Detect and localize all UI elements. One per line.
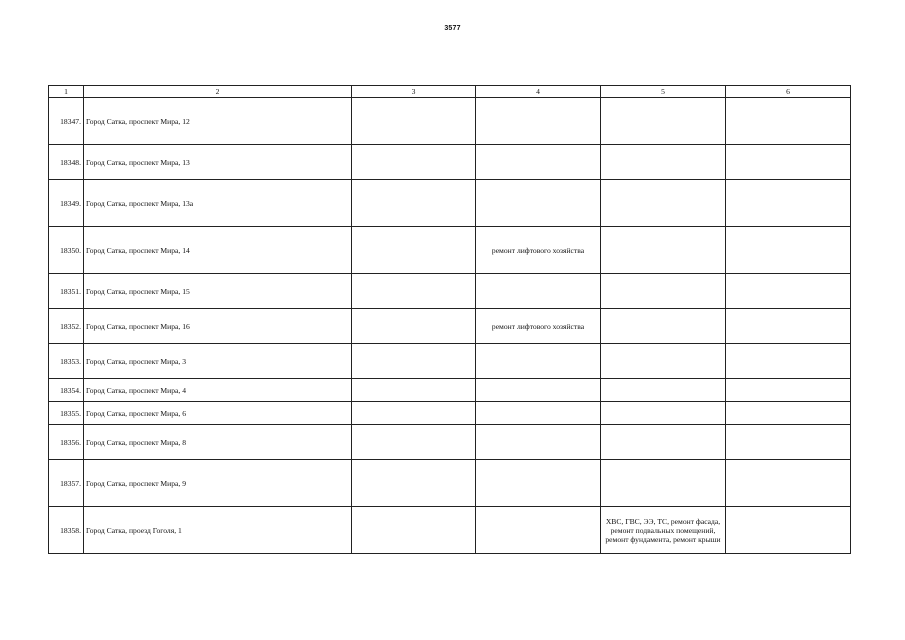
row-address: Город Сатка, проспект Мира, 15 [84, 274, 352, 309]
row-cell-3 [352, 379, 476, 402]
row-number: 18348. [49, 145, 84, 180]
row-cell-6 [726, 425, 851, 460]
row-cell-6 [726, 98, 851, 145]
row-cell-3 [352, 402, 476, 425]
table-row [49, 274, 851, 309]
row-cell-4 [476, 145, 601, 180]
row-cell-6 [726, 402, 851, 425]
column-header-1: 1 [49, 86, 84, 98]
row-number: 18357. [49, 460, 84, 507]
row-cell-5 [601, 460, 726, 507]
row-cell-4 [476, 180, 601, 227]
row-address: Город Сатка, проспект Мира, 14 [84, 227, 352, 274]
row-number: 18353. [49, 344, 84, 379]
table-header-row [49, 86, 851, 98]
page-number: 3577 [444, 25, 461, 32]
table-row [49, 180, 851, 227]
row-cell-3 [352, 425, 476, 460]
table-row [49, 145, 851, 180]
row-cell-4 [476, 460, 601, 507]
row-cell-6 [726, 274, 851, 309]
row-cell-4 [476, 344, 601, 379]
row-number: 18352. [49, 309, 84, 344]
row-address: Город Сатка, проспект Мира, 13 [84, 145, 352, 180]
column-header-2: 2 [84, 86, 352, 98]
row-address: Город Сатка, проспект Мира, 3 [84, 344, 352, 379]
row-cell-6 [726, 180, 851, 227]
row-cell-3 [352, 180, 476, 227]
row-number: 18349. [49, 180, 84, 227]
row-cell-4 [476, 98, 601, 145]
row-cell-4: ремонт лифтового хозяйства [476, 309, 601, 344]
row-cell-5 [601, 98, 726, 145]
column-header-4: 4 [476, 86, 601, 98]
row-cell-3 [352, 460, 476, 507]
row-address: Город Сатка, проспект Мира, 16 [84, 309, 352, 344]
row-cell-4 [476, 379, 601, 402]
row-cell-3 [352, 507, 476, 554]
row-address: Город Сатка, проспект Мира, 9 [84, 460, 352, 507]
row-cell-5 [601, 227, 726, 274]
row-cell-4 [476, 425, 601, 460]
row-cell-4 [476, 274, 601, 309]
row-cell-3 [352, 227, 476, 274]
row-cell-4 [476, 507, 601, 554]
row-cell-3 [352, 309, 476, 344]
row-cell-4: ремонт лифтового хозяйства [476, 227, 601, 274]
row-cell-6 [726, 344, 851, 379]
row-address: Город Сатка, проезд Гоголя, 1 [84, 507, 352, 554]
row-cell-5 [601, 180, 726, 227]
row-cell-6 [726, 227, 851, 274]
row-address: Город Сатка, проспект Мира, 8 [84, 425, 352, 460]
row-cell-3 [352, 98, 476, 145]
row-cell-4 [476, 402, 601, 425]
row-cell-3 [352, 145, 476, 180]
table-row [49, 227, 851, 274]
row-number: 18356. [49, 425, 84, 460]
row-cell-5 [601, 309, 726, 344]
table-row [49, 98, 851, 145]
row-cell-6 [726, 379, 851, 402]
table-row [49, 425, 851, 460]
row-cell-5: ХВС, ГВС, ЭЭ, ТС, ремонт фасада, ремонт подвальных помещений, ремонт фундамента, ремонт крыши [601, 507, 726, 554]
row-cell-6 [726, 507, 851, 554]
row-cell-6 [726, 460, 851, 507]
row-cell-5 [601, 145, 726, 180]
row-cell-5 [601, 274, 726, 309]
row-cell-5 [601, 402, 726, 425]
works-table [48, 85, 851, 554]
row-cell-3 [352, 274, 476, 309]
row-cell-5 [601, 425, 726, 460]
row-address: Город Сатка, проспект Мира, 4 [84, 379, 352, 402]
row-cell-5 [601, 344, 726, 379]
row-address: Город Сатка, проспект Мира, 6 [84, 402, 352, 425]
row-cell-3 [352, 344, 476, 379]
row-number: 18347. [49, 98, 84, 145]
table-row [49, 460, 851, 507]
row-number: 18355. [49, 402, 84, 425]
row-address: Город Сатка, проспект Мира, 12 [84, 98, 352, 145]
row-cell-6 [726, 309, 851, 344]
row-number: 18358. [49, 507, 84, 554]
row-number: 18350. [49, 227, 84, 274]
row-number: 18351. [49, 274, 84, 309]
column-header-6: 6 [726, 86, 851, 98]
row-cell-6 [726, 145, 851, 180]
row-number: 18354. [49, 379, 84, 402]
table-row [49, 344, 851, 379]
table-row [49, 309, 851, 344]
table-row [49, 507, 851, 554]
table-row [49, 402, 851, 425]
row-cell-5 [601, 379, 726, 402]
row-address: Город Сатка, проспект Мира, 13а [84, 180, 352, 227]
column-header-5: 5 [601, 86, 726, 98]
column-header-3: 3 [352, 86, 476, 98]
table-row [49, 379, 851, 402]
